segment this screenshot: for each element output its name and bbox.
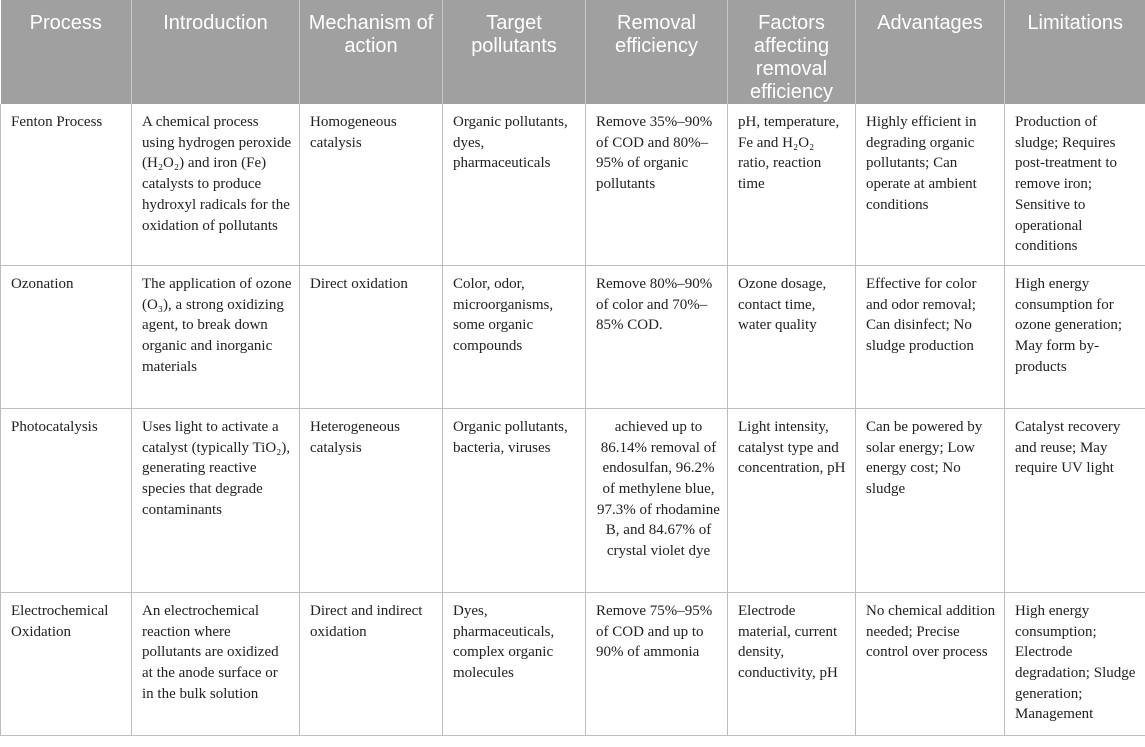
cell-limitations: Production of sludge; Requires post-treatment to remove iron; Sensitive to operational conditions <box>1005 104 1145 265</box>
cell-targets: Organic pollutants, bacteria, viruses <box>443 408 586 592</box>
cell-introduction: A chemical process using hydrogen peroxide (H₂O₂) and iron (Fe) catalysts to produce hydroxyl radicals for the oxidation of pollutants <box>132 104 300 265</box>
cell-efficiency: achieved up to 86.14% removal of endosulfan, 96.2% of methylene blue, 97.3% of rhodamine B, and 84.67% of crystal violet dye <box>586 408 728 592</box>
cell-mechanism: Homogeneous catalysis <box>300 104 443 265</box>
cell-factors: Electrode material, current density, conductivity, pH <box>728 592 856 735</box>
header-factors: Factors affecting removal efficiency <box>728 0 856 104</box>
cell-process: Fenton Process <box>1 104 132 265</box>
header-target-pollutants: Target pollutants <box>443 0 586 104</box>
cell-limitations: High energy consumption; Electrode degradation; Sludge generation; Management <box>1005 592 1145 735</box>
cell-limitations: High energy consumption for ozone generation; May form by-products <box>1005 265 1145 408</box>
header-limitations: Limitations <box>1005 0 1145 104</box>
cell-mechanism: Heterogeneous catalysis <box>300 408 443 592</box>
cell-introduction: An electrochemical reaction where pollutants are oxidized at the anode surface or in the bulk solution <box>132 592 300 735</box>
table-row <box>1 265 1145 408</box>
cell-factors: Light intensity, catalyst type and concentration, pH <box>728 408 856 592</box>
header-removal-efficiency: Removal efficiency <box>586 0 728 104</box>
header-mechanism: Mechanism of action <box>300 0 443 104</box>
cell-efficiency: Remove 75%–95% of COD and up to 90% of ammonia <box>586 592 728 735</box>
cell-introduction: Uses light to activate a catalyst (typically TiO₂), generating reactive species that degrade contaminants <box>132 408 300 592</box>
cell-advantages: Effective for color and odor removal; Can disinfect; No sludge production <box>856 265 1005 408</box>
cell-advantages: Highly efficient in degrading organic pollutants; Can operate at ambient conditions <box>856 104 1005 265</box>
cell-mechanism: Direct and indirect oxidation <box>300 592 443 735</box>
cell-factors: pH, temperature, Fe and H₂O₂ ratio, reaction time <box>728 104 856 265</box>
cell-advantages: No chemical addition needed; Precise control over process <box>856 592 1005 735</box>
cell-targets: Color, odor, microorganisms, some organic compounds <box>443 265 586 408</box>
cell-efficiency: Remove 35%–90% of COD and 80%–95% of organic pollutants <box>586 104 728 265</box>
cell-limitations: Catalyst recovery and reuse; May require UV light <box>1005 408 1145 592</box>
cell-factors: Ozone dosage, contact time, water quality <box>728 265 856 408</box>
header-advantages: Advantages <box>856 0 1005 104</box>
cell-targets: Organic pollutants, dyes, pharmaceuticals <box>443 104 586 265</box>
cell-advantages: Can be powered by solar energy; Low energy cost; No sludge <box>856 408 1005 592</box>
header-process: Process <box>1 0 132 104</box>
cell-introduction: The application of ozone (O₃), a strong oxidizing agent, to break down organic and inorganic materials <box>132 265 300 408</box>
cell-targets: Dyes, pharmaceuticals, complex organic molecules <box>443 592 586 735</box>
table-row <box>1 104 1145 265</box>
header-introduction: Introduction <box>132 0 300 104</box>
cell-process: Electrochemical Oxidation <box>1 592 132 735</box>
cell-process: Ozonation <box>1 265 132 408</box>
table-row <box>1 408 1145 592</box>
cell-efficiency: Remove 80%–90% of color and 70%–85% COD. <box>586 265 728 408</box>
header-row <box>1 0 1145 104</box>
table-row <box>1 592 1145 735</box>
cell-mechanism: Direct oxidation <box>300 265 443 408</box>
cell-process: Photocatalysis <box>1 408 132 592</box>
